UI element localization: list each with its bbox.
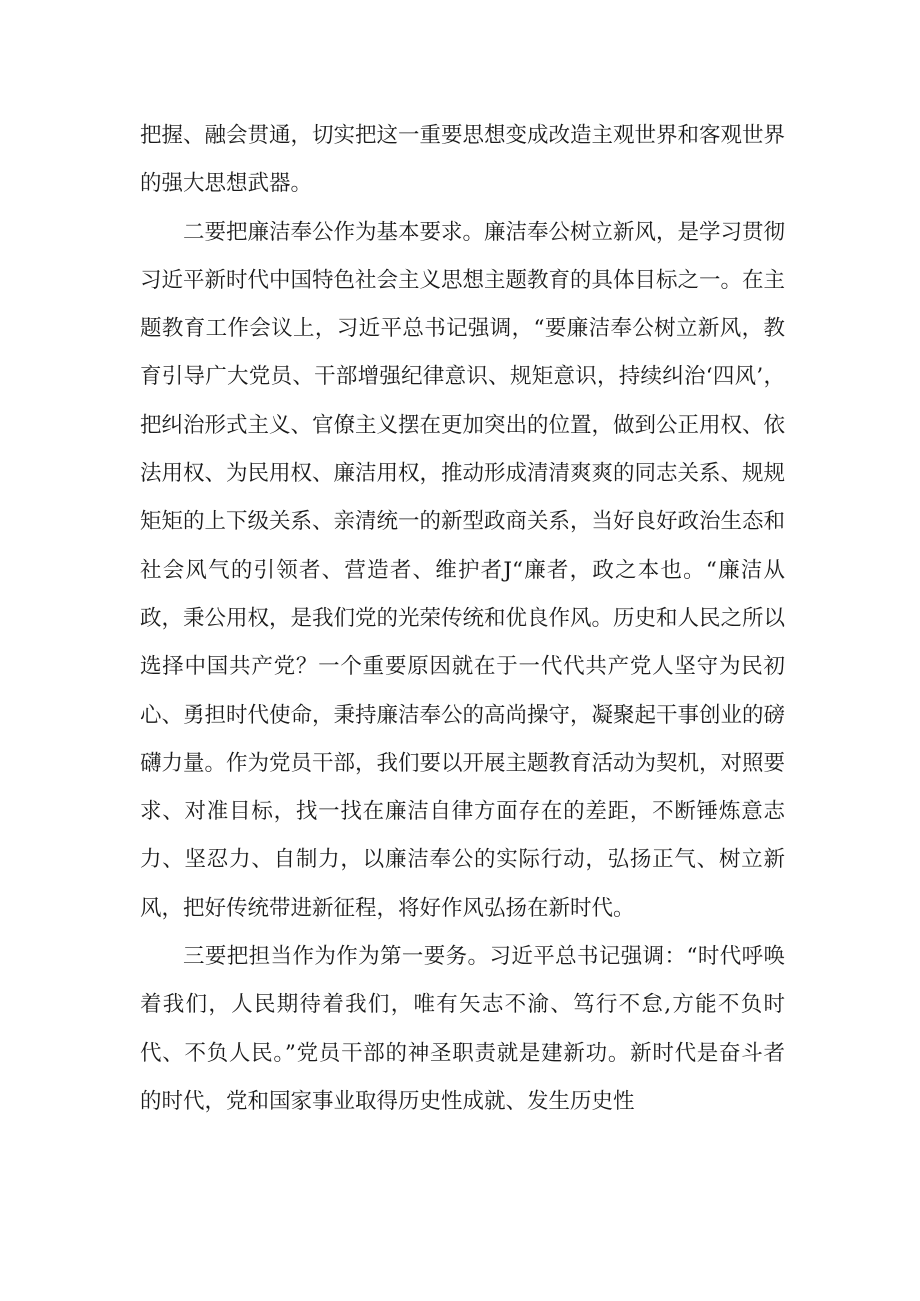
paragraph-2: 二要把廉洁奉公作为基本要求。廉洁奉公树立新风，是学习贯彻习近平新时代中国特色社会主义思想主题教育的具体目标之一。在主题教育工作会议上，习近平总书记强调，“要廉洁奉公树立新风，教育引导广大党员、干部增强纪律意识、规矩意识，持续纠治‘四风’，把纠治形式主义、官僚主义摆在更加突出的位置，做到公正用权、依法用权、为民用权、廉洁用权，推动形成清清爽爽的同志关系、规规矩矩的上下级关系、亲清统一的新型政商关系，当好良好政治生态和社会风气的引领者、营造者、维护者J“廉者，政之本也。“廉洁从政，秉公用权，是我们党的光荣传统和优良作风。历史和人民之所以选择中国共产党？一个重要原因就在于一代代共产党人坚守为民初心、勇担时代使命，秉持廉洁奉公的高尚操守，凝聚起干事创业的磅礴力量。作为党员干部，我们要以开展主题教育活动为契机，对照要求、对准目标，找一找在廉洁自律方面存在的差距，不断锤炼意志力、坚忍力、自制力，以廉洁奉公的实际行动，弘扬正气、树立新风，把好传统带进新征程，将好作风弘扬在新时代。 (140, 219, 786, 921)
paragraph-1: 把握、融会贯通，切实把这一重要思想变成改造主观世界和客观世界的强大思想武器。 (140, 123, 786, 197)
document-body (140, 112, 785, 1126)
paragraph-3: 三要把担当作为作为第一要务。习近平总书记强调：“时代呼唤着我们，人民期待着我们，唯有矢志不渝、笃行不怠,方能不负时代、不负人民。”党员干部的神圣职责就是建新功。新时代是奋斗者的时代，党和国家事业取得历史性成就、发生历史性 (140, 944, 785, 1114)
